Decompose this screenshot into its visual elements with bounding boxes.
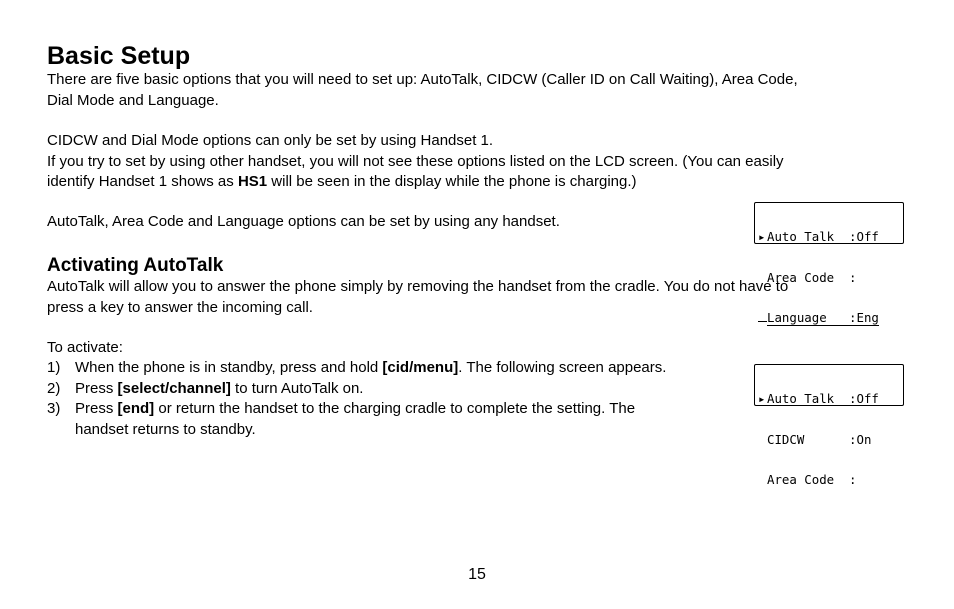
lcd-row (758, 230, 903, 244)
intro-line-1: There are five basic options that you will need to set up: AutoTalk, CIDCW (Caller ID on Call Waiting), Area Code, (47, 71, 798, 88)
lcd-row-text: CIDCW :On (767, 431, 872, 447)
other-handset-line-1: If you try to set by using other handset, you will not see these options listed on the LCD screen. (You can easily (47, 152, 784, 170)
lcd-row-text: Area Code : (767, 269, 857, 285)
cidcw-note: CIDCW and Dial Mode options can only be set by using Handset 1. (47, 132, 494, 149)
lcd-row (758, 433, 903, 447)
step-text: When the phone is in standby, press and hold (75, 359, 383, 376)
lcd-row (758, 473, 903, 487)
key-label: [end] (117, 400, 155, 417)
section-title: Activating AutoTalk (47, 255, 224, 276)
page-title: Basic Setup (47, 42, 191, 70)
step-text: . The following screen appears. (458, 359, 667, 376)
step-number: 2) (47, 379, 61, 397)
page-number: 15 (468, 566, 486, 583)
lcd-row-text: Language :Eng (767, 310, 879, 325)
to-activate-label: To activate: (47, 339, 123, 356)
lcd-row-text: Auto Talk :Off (767, 229, 879, 244)
step-text: Press (75, 400, 118, 417)
lcd-row-text: Area Code : (767, 472, 857, 487)
step-number: 3) (47, 400, 61, 417)
lcd-pointer-icon: ▸ (758, 391, 766, 406)
step-number: 1) (47, 359, 61, 376)
autotalk-line-1: AutoTalk will allow you to answer the phone simply by removing the handset from the cradle. You do not have to (47, 278, 789, 295)
key-label: [select/channel] (117, 379, 231, 397)
lcd-row (758, 392, 903, 406)
lcd-row (758, 311, 903, 325)
step-text: to turn AutoTalk on. (230, 379, 364, 397)
step-text: handset returns to standby. (75, 420, 256, 438)
intro-line-2: Dial Mode and Language. (47, 91, 219, 109)
lcd-screen-autotalk (754, 364, 904, 487)
hs1-label: HS1 (237, 173, 268, 190)
autotalk-line-2: press a key to answer the incoming call. (47, 298, 313, 316)
lcd-screen-menu (754, 202, 904, 325)
key-label: [cid/menu] (382, 359, 459, 376)
lcd-pointer-icon: ▸ (758, 229, 766, 244)
other-handset-text-c: will be seen in the display while the phone is charging.) (267, 173, 637, 190)
other-handset-line-2 (47, 172, 637, 193)
lcd-row-text: Auto Talk :Off (767, 391, 879, 406)
step-text: or return the handset to the charging cradle to complete the setting. The (154, 400, 636, 417)
step-text: Press (75, 379, 118, 397)
any-handset-note: AutoTalk, Area Code and Language options can be set by using any handset. (47, 213, 560, 230)
other-handset-text-a: identify Handset 1 shows as (47, 173, 238, 190)
